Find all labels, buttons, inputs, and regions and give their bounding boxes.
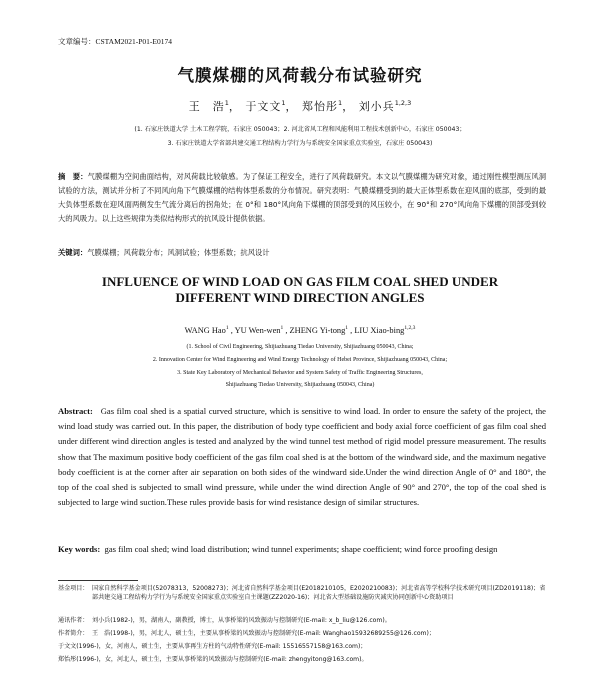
english-title-line: INFLUENCE OF WIND LOAD ON GAS FILM COAL SHED UNDER	[101, 274, 499, 289]
funding-text: 国家自然科学基金项目(52078313，52008273)；河北省自然科学基金项目(E2018210105，E2020210083)；河北省高等学校科学技术研究项目(ZD2019118)；省部共建交通工程结构力学行为与系统安全国家重点实验室自主课题(ZZ2020-16)；河北省大型基础设施防灾减灾协同创新中心资助项目	[92, 585, 546, 601]
cn-author-name: 郑怡彤	[302, 100, 339, 113]
cn-author-sup: 1	[281, 99, 286, 107]
author-bio-line: 王 浩(1998-)，男，河北人，硕士生，主要从事桥梁的风致振动与控制研究(E-mail: Wanghao15932689255@126.com)；	[92, 630, 435, 637]
en-author-sup: 1	[225, 325, 229, 331]
chinese-affiliation-line: 3. 石家庄铁道大学省部共建交通工程结构力学行为与系统安全国家重点实验室，石家庄 050043)	[167, 140, 433, 147]
chinese-authors: 王 浩$^1$， 于文文$^1$， 郑怡彤$^1$， 刘小兵$^{1,2,3}$	[188, 99, 412, 113]
english-affiliation-line: Shijiazhuang Tiedao University, Shijiazhuang 050043, China)	[225, 382, 375, 388]
cn-author-name: 于文文	[245, 100, 282, 113]
en-keywords-label: Key words:	[58, 544, 101, 554]
english-affiliation-line: (1. School of Civil Engineering, Shijiazhuang Tiedao University, Shijiazhuang 050043, China;	[186, 344, 414, 350]
chinese-keywords	[58, 248, 546, 258]
english-title-line: DIFFERENT WIND DIRECTION ANGLES	[175, 290, 425, 305]
en-author-sup: 1,2,3	[404, 325, 416, 331]
en-author-name: WANG Hao	[184, 326, 226, 335]
english-title	[0, 274, 600, 306]
cn-author-sup: 1	[338, 99, 343, 107]
funding-footnote	[58, 584, 550, 602]
corresponding-footnote	[58, 616, 550, 625]
funding-label: 基金项目：	[58, 585, 89, 592]
en-author-sup: 1	[280, 325, 284, 331]
english-affiliation-line: 3. State Key Laboratory of Mechanical Behavior and System Safety of Traffic Engineering Structures,	[177, 370, 423, 376]
english-keywords	[58, 542, 546, 557]
en-abstract-label: Abstract:	[58, 406, 93, 416]
cn-author-sup: 1,2,3	[394, 99, 412, 107]
english-affiliation-line: 2. Innovation Center for Wind Engineering and Wind Energy Technology of Hebei Province, Shijiazhuang 050043, China;	[152, 357, 448, 363]
en-author-sup: 1	[345, 325, 349, 331]
cn-abstract-label: 摘 要：	[58, 172, 88, 181]
cn-author-sup: 1	[224, 99, 229, 107]
author-bio-line: 于文文(1996-)，女，河南人，硕士生，主要从事再生方柱的气动特性研究(E-mail: 15516557158@163.com)；	[58, 643, 367, 650]
en-abstract-text: Gas film coal shed is a spatial curved structure, which is sensitive to wind load. In order to ensure the safety of the project, the wind load study was carried out. In this paper, the distribution of body type coefficient and body axial force coefficient of gas film coal shed under different wind direction angles is tested and analyzed by the wind tunnel test method of rigid model pressure measurement. The results show that The maximum positive body coefficient of the gas film coal shed is at the bottom of the windward side, and the maximum negative body coefficient is at the corner after air separation on both sides of the windward side.Under the wind direction Angle of 0° and 180°, the top of the coal shed is subjected to small wind pressure, while under the wind direction Angle of 90° and 270°, the top of the coal shed is subjected to large wind suction.These rules provide basis for wind resistance design of similar structures.	[58, 406, 546, 508]
corresponding-text: 刘小兵(1982-)，男，湖南人，副教授，博士，从事桥梁的风致振动与控制研究(E-mail: x_b_liu@126.com)。	[92, 617, 391, 624]
author-bio-label: 作者简介：	[58, 630, 89, 637]
en-keywords-text: gas film coal shed; wind load distribution; wind tunnel experiments; shape coefficient; wind force proofing design	[104, 544, 498, 554]
english-abstract	[58, 404, 546, 510]
cn-author-name: 王 浩	[188, 100, 225, 113]
english-authors: WANG Hao$^1$ , YU Wen-wen$^1$ , ZHENG Yi-tong$^1$ , LIU Xiao-bing$^{1,2,3}$	[184, 325, 416, 335]
chinese-title: 气膜煤棚的风荷载分布试验研究	[177, 66, 423, 85]
author-bio-footnote	[58, 629, 550, 638]
en-author-name: LIU Xiao-bing	[354, 326, 405, 335]
cn-keywords-text: 气膜煤棚；风荷载分布；风洞试验；体型系数；抗风设计	[87, 248, 270, 257]
cn-keywords-label: 关键词：	[58, 248, 88, 257]
corresponding-label: 通讯作者：	[58, 617, 89, 624]
cn-abstract-text: 气膜煤棚为空间曲面结构，对风荷载比较敏感。为了保证工程安全，进行了风荷载研究。本文以气膜煤棚为研究对象，通过刚性模型测压风洞试验的方法，测试并分析了不同风向角下气膜煤棚的结构体型系数的分布情况。研究表明：气膜煤棚受到的最大正体型系数在迎风面的底部，受到的最大负体型系数在迎风面两侧发生气流分离后的拐角处；在 0°和 180°风向角下煤棚的顶部受到的风压较小，在 90°和 270°风向角下煤棚的顶部受到较大的风吸力。以上这些规律为类似结构形式的抗风设计提供依据。	[58, 172, 547, 223]
footnote-divider	[58, 580, 138, 581]
chinese-affiliation-line: (1. 石家庄铁道大学 土木工程学院，石家庄 050043；2. 河北省风工程和风能利用工程技术创新中心，石家庄 050043；	[134, 126, 466, 133]
cn-author-name: 刘小兵	[358, 100, 395, 113]
chinese-abstract	[58, 170, 546, 226]
en-author-name: ZHENG Yi-tong	[289, 326, 346, 335]
article-number: 文章编号：CSTAM2021-P01-E0174	[58, 37, 172, 46]
en-author-name: YU Wen-wen	[234, 326, 281, 335]
author-bio-line: 郑怡彤(1996-)，女，河北人，硕士生，主要从事桥梁的风致振动与控制研究(E-mail: zhengyitong@163.com)。	[58, 656, 368, 663]
